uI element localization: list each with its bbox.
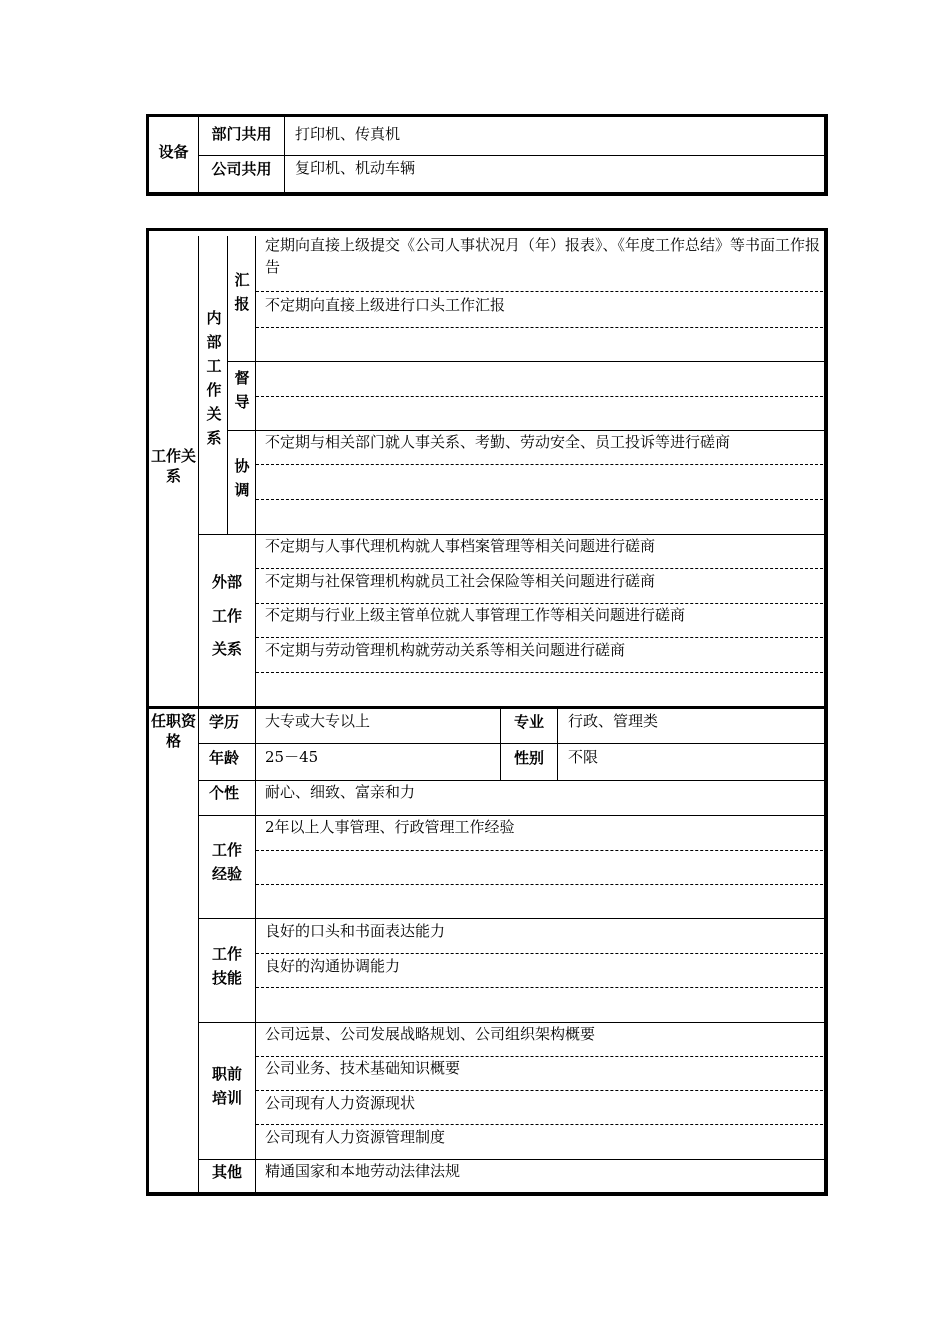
external-item-3: 不定期与行业上级主管单位就人事管理工作等相关问题进行磋商 <box>265 606 686 624</box>
external-relations-label-3: 关系 <box>211 640 242 658</box>
internal-relations-label: 内部工作关系 <box>206 309 222 447</box>
report-item-2: 不定期向直接上级进行口头工作汇报 <box>265 296 506 314</box>
training-label-1: 职前 <box>211 1065 242 1083</box>
skills-item-1: 良好的口头和书面表达能力 <box>265 922 446 940</box>
education-label: 学历 <box>208 713 239 731</box>
external-item-4: 不定期与劳动管理机构就劳动关系等相关问题进行磋商 <box>265 641 626 659</box>
major-label: 专业 <box>513 713 544 731</box>
other-value: 精通国家和本地劳动法律法规 <box>265 1162 461 1180</box>
external-relations-label-1: 外部 <box>211 573 242 591</box>
training-item-2: 公司业务、技术基础知识概要 <box>265 1059 461 1077</box>
training-label-2: 培训 <box>211 1089 242 1107</box>
other-label: 其他 <box>211 1163 242 1181</box>
coordinate-label: 协调 <box>234 457 250 499</box>
skills-label-2: 技能 <box>211 969 242 987</box>
gender-label: 性别 <box>513 749 544 767</box>
major-value: 行政、管理类 <box>568 712 659 730</box>
dept-shared-value: 打印机、传真机 <box>295 125 401 143</box>
equipment-label: 设备 <box>158 143 189 161</box>
company-shared-label: 公司共用 <box>211 160 272 178</box>
skills-label-1: 工作 <box>211 945 242 963</box>
dept-shared-label: 部门共用 <box>211 125 272 143</box>
training-item-3: 公司现有人力资源现状 <box>265 1094 416 1112</box>
gender-value: 不限 <box>568 748 599 766</box>
training-item-1: 公司远景、公司发展战略规划、公司组织架构概要 <box>265 1025 596 1043</box>
supervise-label: 督导 <box>234 369 250 411</box>
personality-value: 耐心、细致、富亲和力 <box>265 783 416 801</box>
age-label: 年龄 <box>208 749 239 767</box>
coordinate-item-1: 不定期与相关部门就人事关系、考勤、劳动安全、员工投诉等进行磋商 <box>265 433 731 451</box>
report-label: 汇报 <box>234 271 250 313</box>
experience-item-1: 2年以上人事管理、行政管理工作经验 <box>265 818 515 836</box>
external-relations-label-2: 工作 <box>211 607 242 625</box>
external-item-1: 不定期与人事代理机构就人事档案管理等相关问题进行磋商 <box>265 537 656 555</box>
experience-label-2: 经验 <box>211 865 242 883</box>
training-item-4: 公司现有人力资源管理制度 <box>265 1128 446 1146</box>
company-shared-value: 复印机、机动车辆 <box>295 159 416 177</box>
external-item-2: 不定期与社保管理机构就员工社会保险等相关问题进行磋商 <box>265 572 656 590</box>
personality-label: 个性 <box>208 784 239 802</box>
skills-item-2: 良好的沟通协调能力 <box>265 957 401 975</box>
age-value: 25－45 <box>265 748 319 766</box>
qualification-label: 任职资格 <box>151 712 197 750</box>
work-relations-label: 工作关系 <box>150 447 196 485</box>
education-value: 大专或大专以上 <box>265 712 371 730</box>
experience-label-1: 工作 <box>211 841 242 859</box>
report-item-1: 定期向直接上级提交《公司人事状况月（年）报表》、《年度工作总结》等书面工作报告 <box>265 236 821 276</box>
